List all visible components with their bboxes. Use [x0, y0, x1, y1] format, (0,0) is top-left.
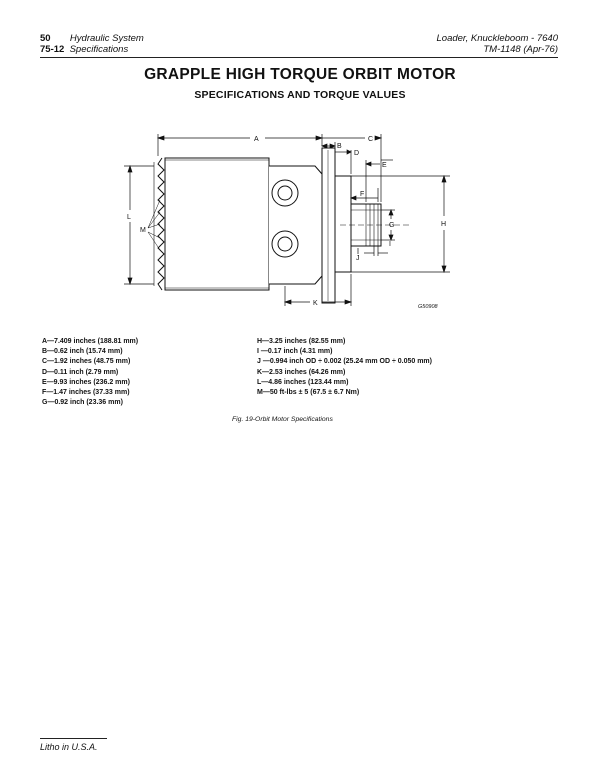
label-j: J [356, 255, 360, 262]
spec-f: F—1.47 inches (37.33 mm) [42, 389, 130, 397]
section-title: Hydraulic System [69, 33, 144, 44]
specs-right-column [257, 337, 432, 398]
page-title: GRAPPLE HIGH TORQUE ORBIT MOTOR [144, 66, 456, 83]
specs-left-column [42, 337, 138, 408]
label-m: M [140, 227, 146, 234]
manual-number: TM-1148 (Apr-76) [483, 44, 558, 55]
spec-h: H—3.25 inches (82.55 mm) [257, 338, 346, 345]
mounting-flange [322, 148, 335, 303]
motor-body [165, 158, 269, 290]
footer-rule [40, 738, 107, 739]
spec-j: J —0.994 inch OD ÷ 0.002 (25.24 mm OD ÷ 0.050 mm) [257, 358, 432, 366]
label-l: L [127, 214, 131, 221]
spec-l: L—4.86 inches (123.44 mm) [257, 378, 349, 386]
page-subtitle: SPECIFICATIONS AND TORQUE VALUES [194, 89, 406, 101]
label-f: F [360, 191, 365, 198]
spec-m: M—50 ft-lbs ± 5 (67.5 ± 6.7 Nm) [257, 389, 360, 397]
port-block [269, 166, 322, 284]
label-e: E [382, 162, 387, 169]
subsection-title: Specifications [69, 44, 129, 55]
label-b: B [337, 143, 342, 150]
orbit-motor-diagram [110, 126, 490, 316]
label-d: D [354, 150, 360, 157]
spec-i: I —0.17 inch (4.31 mm) [257, 348, 333, 356]
label-a: A [254, 136, 259, 143]
label-k: K [313, 300, 318, 307]
label-g: G [389, 222, 395, 229]
spec-a: A—7.409 inches (188.81 mm) [42, 338, 139, 345]
end-cap-bolts [158, 158, 164, 290]
header-right [437, 33, 558, 55]
machine-title: Loader, Knuckleboom - 7640 [436, 33, 558, 44]
label-c: C [368, 136, 374, 143]
spec-e: E—9.93 inches (236.2 mm) [42, 378, 130, 386]
spec-c: C—1.92 inches (48.75 mm) [42, 358, 131, 366]
label-h: H [441, 221, 447, 228]
figure-caption: Fig. 19-Orbit Motor Specifications [232, 416, 333, 423]
section-number: 75-12 [40, 44, 65, 55]
header-rule [40, 57, 558, 58]
page-number: 50 [40, 33, 51, 44]
label-i: I [389, 241, 391, 248]
header-left [40, 33, 144, 55]
spec-d: D—0.11 inch (2.79 mm) [42, 368, 119, 376]
spec-k: K—2.53 inches (64.26 mm) [257, 368, 346, 376]
part-number: G50908 [418, 304, 438, 310]
footer-text: Litho in U.S.A. [40, 742, 98, 752]
spec-g: G—0.92 inch (23.36 mm) [42, 399, 123, 407]
spec-b: B—0.62 inch (15.74 mm) [42, 348, 123, 356]
